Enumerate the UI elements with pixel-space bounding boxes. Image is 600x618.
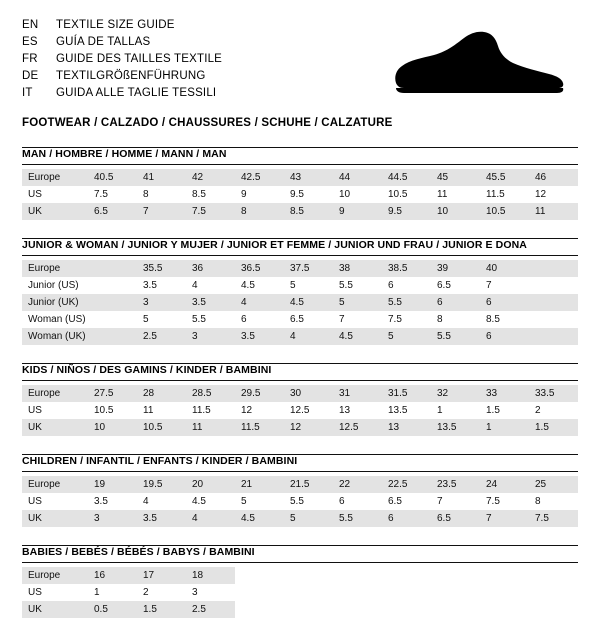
cell: [235, 584, 284, 601]
cell: 6: [333, 493, 382, 510]
cell: 4.5: [333, 328, 382, 345]
table-row: [22, 169, 578, 186]
table-row: [22, 311, 578, 328]
cell: 5.5: [186, 311, 235, 328]
cell: 10.5: [88, 402, 137, 419]
row-label: US: [22, 402, 88, 419]
cell: 43: [284, 169, 333, 186]
language-row: [22, 69, 222, 84]
cell: [88, 260, 137, 277]
cell: 7: [431, 493, 480, 510]
page-header: [22, 18, 578, 101]
cell: 16: [88, 567, 137, 584]
cell: 12: [284, 419, 333, 436]
cell: 2: [529, 402, 578, 419]
cell: 28: [137, 385, 186, 402]
cell: [88, 277, 137, 294]
cell: [235, 601, 284, 618]
cell: 44: [333, 169, 382, 186]
cell: 6.5: [284, 311, 333, 328]
row-label: Junior (US): [22, 277, 88, 294]
cell: 8: [529, 493, 578, 510]
cell: 7: [480, 277, 529, 294]
cell: 3: [186, 584, 235, 601]
table-row: [22, 402, 578, 419]
cell: 10.5: [137, 419, 186, 436]
row-label: UK: [22, 510, 88, 527]
language-row: [22, 86, 222, 101]
cell: 36.5: [235, 260, 284, 277]
cell: 11: [137, 402, 186, 419]
row-label: Woman (US): [22, 311, 88, 328]
cell: [480, 567, 529, 584]
size-table: [22, 385, 578, 436]
cell: [333, 584, 382, 601]
cell: 19.5: [137, 476, 186, 493]
cell: 6.5: [431, 510, 480, 527]
cell: [382, 601, 431, 618]
cell: 33.5: [529, 385, 578, 402]
size-section-man: [22, 147, 578, 220]
row-label: US: [22, 186, 88, 203]
row-label: Europe: [22, 260, 88, 277]
table-row: [22, 493, 578, 510]
cell: 13.5: [382, 402, 431, 419]
cell: 9: [235, 186, 284, 203]
cell: 25: [529, 476, 578, 493]
cell: 42: [186, 169, 235, 186]
category-title: FOOTWEAR / CALZADO / CHAUSSURES / SCHUHE / CALZATURE: [22, 117, 393, 129]
table-row: [22, 186, 578, 203]
cell: 7.5: [186, 203, 235, 220]
cell: 5.5: [431, 328, 480, 345]
cell: 4.5: [235, 277, 284, 294]
cell: 8: [235, 203, 284, 220]
cell: [529, 311, 578, 328]
table-row: [22, 510, 578, 527]
cell: [480, 601, 529, 618]
cell: 3: [137, 294, 186, 311]
language-row: [22, 52, 222, 67]
cell: 35.5: [137, 260, 186, 277]
cell: 9.5: [382, 203, 431, 220]
cell: [382, 584, 431, 601]
divider: [22, 380, 578, 381]
cell: 5: [284, 277, 333, 294]
cell: 6: [382, 277, 431, 294]
cell: 5: [235, 493, 284, 510]
cell: [382, 567, 431, 584]
cell: [529, 567, 578, 584]
cell: 19: [88, 476, 137, 493]
language-code: DE: [22, 70, 39, 82]
cell: 44.5: [382, 169, 431, 186]
cell: 17: [137, 567, 186, 584]
size-section-junior-woman: [22, 238, 578, 345]
section-title: MAN / HOMBRE / HOMME / MANN / MAN: [22, 148, 227, 160]
cell: 41: [137, 169, 186, 186]
table-row: [22, 567, 578, 584]
cell: 3: [88, 510, 137, 527]
cell: 11.5: [480, 186, 529, 203]
cell: 5: [382, 328, 431, 345]
cell: 7.5: [529, 510, 578, 527]
cell: 7: [480, 510, 529, 527]
cell: 40: [480, 260, 529, 277]
section-title: CHILDREN / INFANTIL / ENFANTS / KINDER / BAMBINI: [22, 455, 298, 467]
cell: 3.5: [235, 328, 284, 345]
cell: 22.5: [382, 476, 431, 493]
cell: [88, 328, 137, 345]
cell: 2: [137, 584, 186, 601]
cell: 8.5: [480, 311, 529, 328]
cell: 9.5: [284, 186, 333, 203]
cell: 6.5: [382, 493, 431, 510]
cell: 6: [480, 328, 529, 345]
cell: 6: [480, 294, 529, 311]
cell: 1: [431, 402, 480, 419]
cell: 13: [333, 402, 382, 419]
cell: 2.5: [137, 328, 186, 345]
cell: 42.5: [235, 169, 284, 186]
cell: 45: [431, 169, 480, 186]
cell: 22: [333, 476, 382, 493]
cell: [431, 567, 480, 584]
size-table: [22, 476, 578, 527]
cell: [529, 277, 578, 294]
cell: 10: [333, 186, 382, 203]
cell: 12.5: [333, 419, 382, 436]
cell: 18: [186, 567, 235, 584]
cell: 28.5: [186, 385, 235, 402]
table-row: [22, 419, 578, 436]
cell: 7: [333, 311, 382, 328]
cell: [529, 328, 578, 345]
cell: 0.5: [88, 601, 137, 618]
cell: 5.5: [333, 510, 382, 527]
cell: 38.5: [382, 260, 431, 277]
language-title-list: [22, 18, 222, 101]
cell: 46: [529, 169, 578, 186]
table-row: [22, 277, 578, 294]
language-title: GUÍA DE TALLAS: [56, 36, 151, 48]
cell: 4: [186, 510, 235, 527]
dress-shoe-icon: [382, 28, 572, 100]
cell: 3.5: [186, 294, 235, 311]
cell: [235, 567, 284, 584]
language-title: GUIDA ALLE TAGLIE TESSILI: [56, 87, 217, 99]
cell: 1: [480, 419, 529, 436]
size-section-kids: [22, 363, 578, 436]
cell: 3.5: [137, 277, 186, 294]
table-row: [22, 584, 578, 601]
cell: 1: [88, 584, 137, 601]
cell: 5: [333, 294, 382, 311]
cell: 13.5: [431, 419, 480, 436]
language-row: [22, 18, 222, 33]
cell: [88, 311, 137, 328]
cell: 23.5: [431, 476, 480, 493]
cell: 8: [137, 186, 186, 203]
row-label: UK: [22, 203, 88, 220]
cell: 30: [284, 385, 333, 402]
cell: 6: [431, 294, 480, 311]
size-section-babies: [22, 545, 578, 618]
cell: 32: [431, 385, 480, 402]
cell: 12: [235, 402, 284, 419]
cell: [284, 584, 333, 601]
cell: 10: [88, 419, 137, 436]
cell: 6: [235, 311, 284, 328]
cell: 12.5: [284, 402, 333, 419]
cell: 11.5: [186, 402, 235, 419]
cell: 4.5: [284, 294, 333, 311]
cell: 21: [235, 476, 284, 493]
table-row: [22, 260, 578, 277]
cell: 24: [480, 476, 529, 493]
cell: 3.5: [137, 510, 186, 527]
cell: 10: [431, 203, 480, 220]
cell: [333, 567, 382, 584]
row-label: UK: [22, 419, 88, 436]
cell: 37.5: [284, 260, 333, 277]
cell: 6.5: [431, 277, 480, 294]
cell: 1.5: [480, 402, 529, 419]
cell: 10.5: [480, 203, 529, 220]
cell: 5.5: [284, 493, 333, 510]
cell: 7: [137, 203, 186, 220]
cell: [284, 601, 333, 618]
cell: 4.5: [235, 510, 284, 527]
cell: 6: [382, 510, 431, 527]
cell: [284, 567, 333, 584]
language-code: EN: [22, 19, 39, 31]
cell: 7.5: [88, 186, 137, 203]
cell: 9: [333, 203, 382, 220]
cell: [529, 601, 578, 618]
cell: 4: [186, 277, 235, 294]
cell: 11: [186, 419, 235, 436]
language-code: ES: [22, 36, 38, 48]
cell: 13: [382, 419, 431, 436]
size-table: [22, 260, 578, 345]
table-row: [22, 294, 578, 311]
cell: 45.5: [480, 169, 529, 186]
cell: 11.5: [235, 419, 284, 436]
cell: [529, 260, 578, 277]
cell: 3.5: [88, 493, 137, 510]
language-row: [22, 35, 222, 50]
cell: 31.5: [382, 385, 431, 402]
row-label: Junior (UK): [22, 294, 88, 311]
language-code: IT: [22, 87, 33, 99]
cell: 21.5: [284, 476, 333, 493]
size-table: [22, 567, 578, 618]
divider: [22, 562, 578, 563]
row-label: US: [22, 493, 88, 510]
cell: 11: [529, 203, 578, 220]
cell: 4: [137, 493, 186, 510]
section-title: BABIES / BEBÉS / BÉBÉS / BABYS / BAMBINI: [22, 546, 255, 558]
cell: [529, 584, 578, 601]
row-label: Woman (UK): [22, 328, 88, 345]
row-label: Europe: [22, 385, 88, 402]
cell: 4: [235, 294, 284, 311]
cell: 5: [137, 311, 186, 328]
cell: 7.5: [480, 493, 529, 510]
cell: 38: [333, 260, 382, 277]
cell: 5.5: [333, 277, 382, 294]
cell: 10.5: [382, 186, 431, 203]
cell: 20: [186, 476, 235, 493]
language-title: TEXTILE SIZE GUIDE: [56, 19, 175, 31]
cell: [333, 601, 382, 618]
cell: [431, 584, 480, 601]
table-row: [22, 601, 578, 618]
row-label: US: [22, 584, 88, 601]
cell: 4: [284, 328, 333, 345]
cell: [529, 294, 578, 311]
language-code: FR: [22, 53, 38, 65]
cell: 1.5: [137, 601, 186, 618]
divider: [22, 471, 578, 472]
cell: 31: [333, 385, 382, 402]
cell: 1.5: [529, 419, 578, 436]
cell: 5: [284, 510, 333, 527]
cell: 36: [186, 260, 235, 277]
size-section-children: [22, 454, 578, 527]
table-row: [22, 476, 578, 493]
cell: 29.5: [235, 385, 284, 402]
table-row: [22, 203, 578, 220]
row-label: Europe: [22, 476, 88, 493]
row-label: Europe: [22, 567, 88, 584]
table-row: [22, 328, 578, 345]
section-title: KIDS / NIÑOS / DES GAMINS / KINDER / BAMBINI: [22, 364, 272, 376]
cell: 40.5: [88, 169, 137, 186]
cell: 3: [186, 328, 235, 345]
cell: 11: [431, 186, 480, 203]
cell: 8.5: [186, 186, 235, 203]
cell: [480, 584, 529, 601]
size-table: [22, 169, 578, 220]
cell: 39: [431, 260, 480, 277]
language-title: GUIDE DES TAILLES TEXTILE: [56, 53, 223, 65]
row-label: Europe: [22, 169, 88, 186]
language-title: TEXTILGRÖßENFÜHRUNG: [56, 70, 206, 82]
row-label: UK: [22, 601, 88, 618]
table-row: [22, 385, 578, 402]
cell: [88, 294, 137, 311]
cell: 7.5: [382, 311, 431, 328]
cell: [431, 601, 480, 618]
cell: 33: [480, 385, 529, 402]
divider: [22, 164, 578, 165]
divider: [22, 255, 578, 256]
cell: 8.5: [284, 203, 333, 220]
cell: 6.5: [88, 203, 137, 220]
cell: 12: [529, 186, 578, 203]
cell: 2.5: [186, 601, 235, 618]
section-title: JUNIOR & WOMAN / JUNIOR Y MUJER / JUNIOR ET FEMME / JUNIOR UND FRAU / JUNIOR E DONA: [22, 239, 527, 251]
cell: 4.5: [186, 493, 235, 510]
cell: 8: [431, 311, 480, 328]
cell: 5.5: [382, 294, 431, 311]
cell: 27.5: [88, 385, 137, 402]
